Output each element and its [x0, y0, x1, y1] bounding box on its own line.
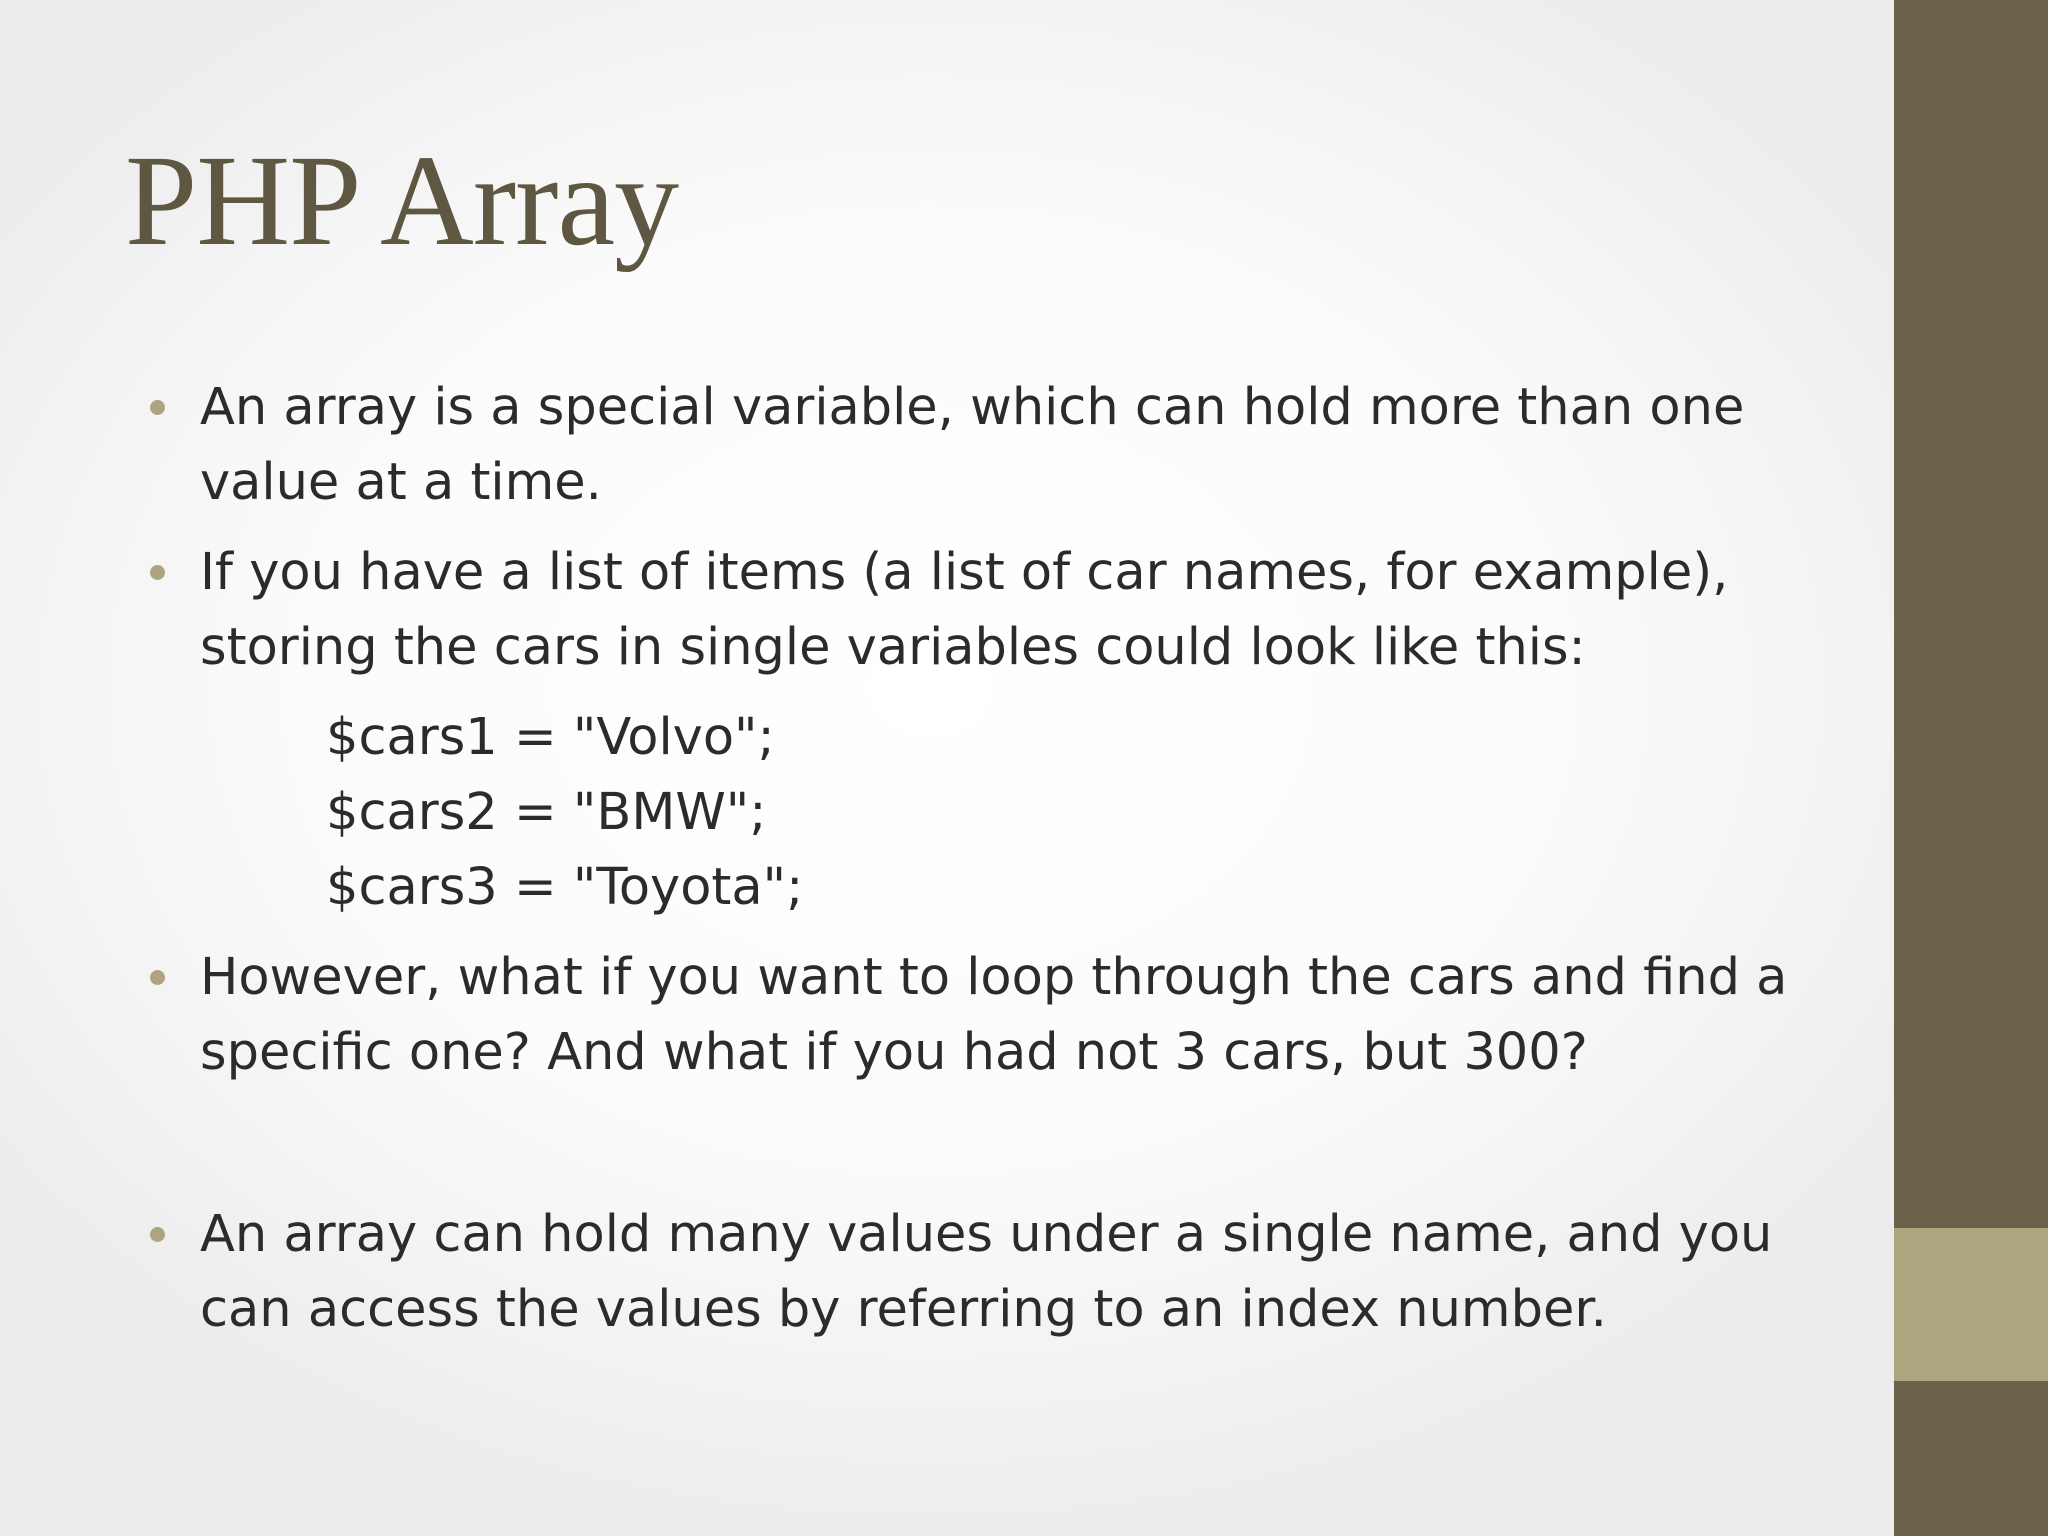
bullet-1-line-1: An array is a special variable, which can hold more than one	[200, 378, 1745, 437]
bullet-4-line-2: can access the values by referring to an index number.	[200, 1280, 1607, 1339]
bullet-3-line-1: However, what if you want to loop through the cars and find a	[200, 948, 1788, 1007]
bullet-3-line-2: specific one? And what if you had not 3 cars, but 300?	[200, 1023, 1588, 1082]
bullet-dot-icon	[150, 1227, 165, 1242]
bullet-2-line-2: storing the cars in single variables could look like this:	[200, 618, 1586, 677]
slide-title: PHP Array	[125, 129, 679, 273]
bullet-dot-icon	[150, 970, 165, 985]
bullet-dot-icon	[150, 565, 165, 580]
code-line-1: $cars1 = "Volvo";	[326, 708, 775, 767]
side-accent	[1894, 1228, 2048, 1381]
code-line-2: $cars2 = "BMW";	[326, 783, 767, 842]
bullet-4-line-1: An array can hold many values under a single name, and you	[200, 1205, 1773, 1264]
bullet-dot-icon	[150, 400, 165, 415]
code-line-3: $cars3 = "Toyota";	[326, 858, 804, 917]
bullet-1-line-2: value at a time.	[200, 453, 602, 512]
bullet-2-line-1: If you have a list of items (a list of car names, for example),	[200, 543, 1729, 602]
